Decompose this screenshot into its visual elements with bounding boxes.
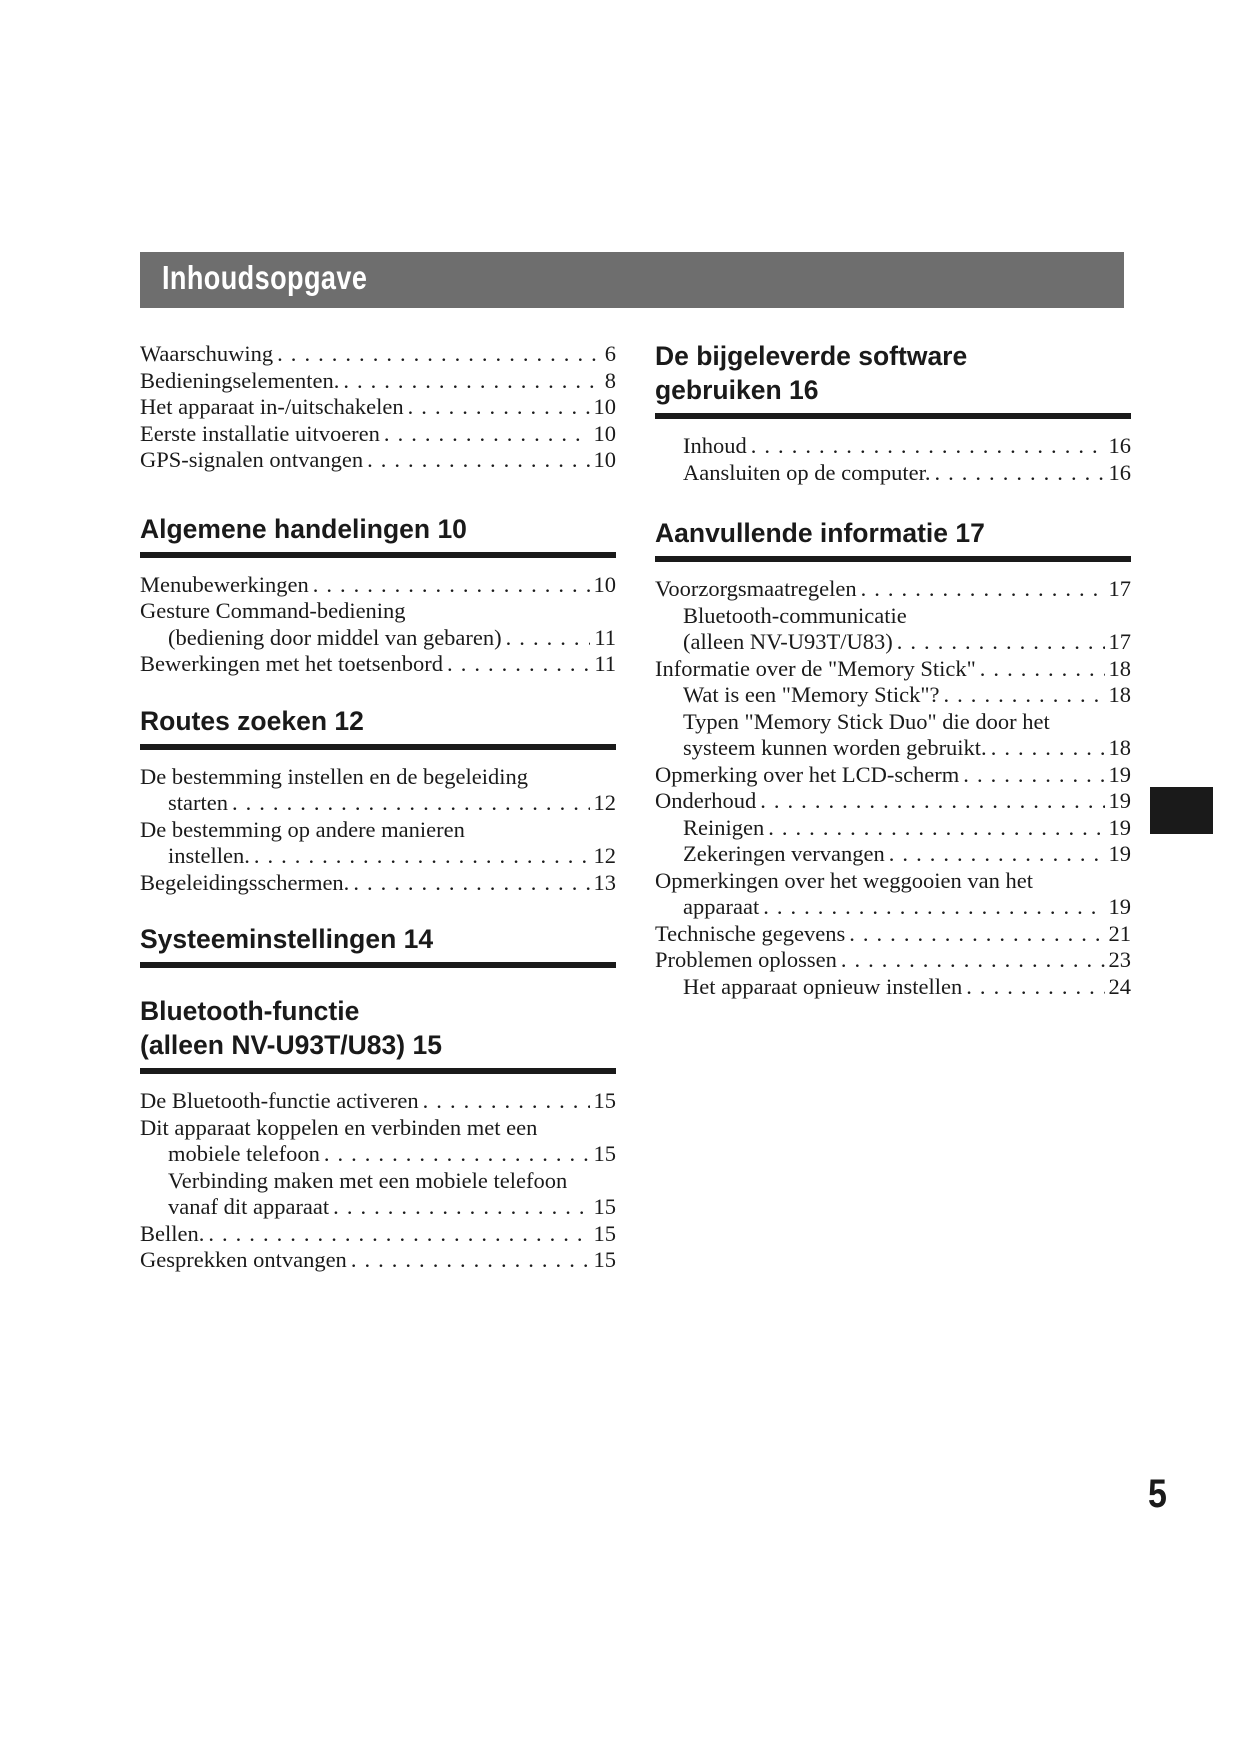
toc-left-column <box>140 341 616 1274</box>
toc-entry[interactable]: Het apparaat in-/uitschakelen . . . 10 <box>140 394 616 421</box>
section-heading[interactable]: Algemene handelingen 10 <box>140 512 616 558</box>
toc-entry[interactable]: apparaat . . . 19 <box>655 894 1131 921</box>
toc-entry[interactable]: Menubewerkingen . . . 10 <box>140 572 616 599</box>
toc-entry[interactable]: (bediening door middel van gebaren) . . . 11 <box>140 625 616 652</box>
toc-entry[interactable]: Problemen oplossen . . . 23 <box>655 947 1131 974</box>
toc-entry[interactable]: Het apparaat opnieuw instellen . . . 24 <box>655 974 1131 1001</box>
toc-entry[interactable]: Begeleidingsschermen. . . . 13 <box>140 870 616 897</box>
section-heading[interactable]: Bluetooth-functie (alleen NV-U93T/U83) 15 <box>140 994 616 1074</box>
toc-entry[interactable]: Gesprekken ontvangen . . . 15 <box>140 1247 616 1274</box>
toc-entry[interactable]: Eerste installatie uitvoeren . . . 10 <box>140 421 616 448</box>
toc-entry[interactable]: Verbinding maken met een mobiele telefoon <box>168 1167 568 1193</box>
toc-entry[interactable]: Opmerking over het LCD-scherm . . . 19 <box>655 762 1131 789</box>
toc-entry[interactable]: Onderhoud . . . 19 <box>655 788 1131 815</box>
section-heading[interactable]: De bijgeleverde software gebruiken 16 <box>655 339 1131 419</box>
toc-entry[interactable]: Dit apparaat koppelen en verbinden met een <box>140 1114 538 1140</box>
toc-entry[interactable]: Reinigen . . . 19 <box>655 815 1131 842</box>
toc-entry[interactable]: Technische gegevens . . . 21 <box>655 921 1131 948</box>
toc-entry[interactable]: Typen "Memory Stick Duo" die door het <box>683 708 1050 734</box>
page-title: Inhoudsopgave <box>162 259 368 296</box>
toc-entry[interactable]: starten . . . 12 <box>140 790 616 817</box>
toc-entry[interactable]: Opmerkingen over het weggooien van het <box>655 867 1034 893</box>
toc-intro-list <box>140 341 616 474</box>
section-heading[interactable]: Routes zoeken 12 <box>140 704 616 750</box>
toc-entry[interactable]: Informatie over de "Memory Stick" . . . 18 <box>655 656 1131 683</box>
toc-entry[interactable]: Bluetooth-communicatie <box>683 602 907 628</box>
toc-entry[interactable]: Zekeringen vervangen . . . 19 <box>655 841 1131 868</box>
toc-entry[interactable]: Bedieningselementen. . . . 8 <box>140 368 616 395</box>
toc-section-systeeminstellingen <box>140 922 616 968</box>
toc-section-algemene-handelingen <box>140 512 616 678</box>
toc-section-software <box>655 339 1131 486</box>
toc-entry[interactable]: De Bluetooth-functie activeren . . . 15 <box>140 1088 616 1115</box>
toc-section-bluetooth <box>140 994 616 1274</box>
toc-entry[interactable]: Aansluiten op de computer. . . . 16 <box>655 460 1131 487</box>
toc-entry[interactable]: Inhoud . . . 16 <box>655 433 1131 460</box>
toc-entry[interactable]: vanaf dit apparaat . . . 15 <box>140 1194 616 1221</box>
toc-right-column <box>655 339 1131 1000</box>
toc-entry[interactable]: Wat is een "Memory Stick"? . . . 18 <box>655 682 1131 709</box>
toc-entry[interactable]: Bellen. . . . 15 <box>140 1221 616 1248</box>
toc-section-aanvullende-informatie <box>655 516 1131 1000</box>
toc-entry[interactable]: (alleen NV-U93T/U83) . . . 17 <box>655 629 1131 656</box>
toc-section-routes-zoeken <box>140 704 616 897</box>
toc-entry[interactable]: Waarschuwing . . . 6 <box>140 341 616 368</box>
toc-entry[interactable]: systeem kunnen worden gebruikt. . . . 18 <box>655 735 1131 762</box>
section-heading[interactable]: Systeeminstellingen 14 <box>140 922 616 968</box>
page-number: 5 <box>1148 1472 1167 1516</box>
toc-entry[interactable]: instellen. . . . 12 <box>140 843 616 870</box>
section-heading[interactable]: Aanvullende informatie 17 <box>655 516 1131 562</box>
toc-entry[interactable]: mobiele telefoon . . . 15 <box>140 1141 616 1168</box>
title-banner <box>140 252 1124 308</box>
toc-entry[interactable]: Bewerkingen met het toetsenbord . . . 11 <box>140 651 616 678</box>
chapter-tab-marker <box>1150 787 1213 834</box>
toc-entry[interactable]: De bestemming op andere manieren <box>140 816 465 842</box>
toc-entry[interactable]: GPS-signalen ontvangen . . . 10 <box>140 447 616 474</box>
toc-entry[interactable]: Gesture Command-bediening <box>140 598 406 623</box>
toc-entry[interactable]: De bestemming instellen en de begeleiding <box>140 763 529 789</box>
toc-entry[interactable]: Voorzorgsmaatregelen . . . 17 <box>655 576 1131 603</box>
